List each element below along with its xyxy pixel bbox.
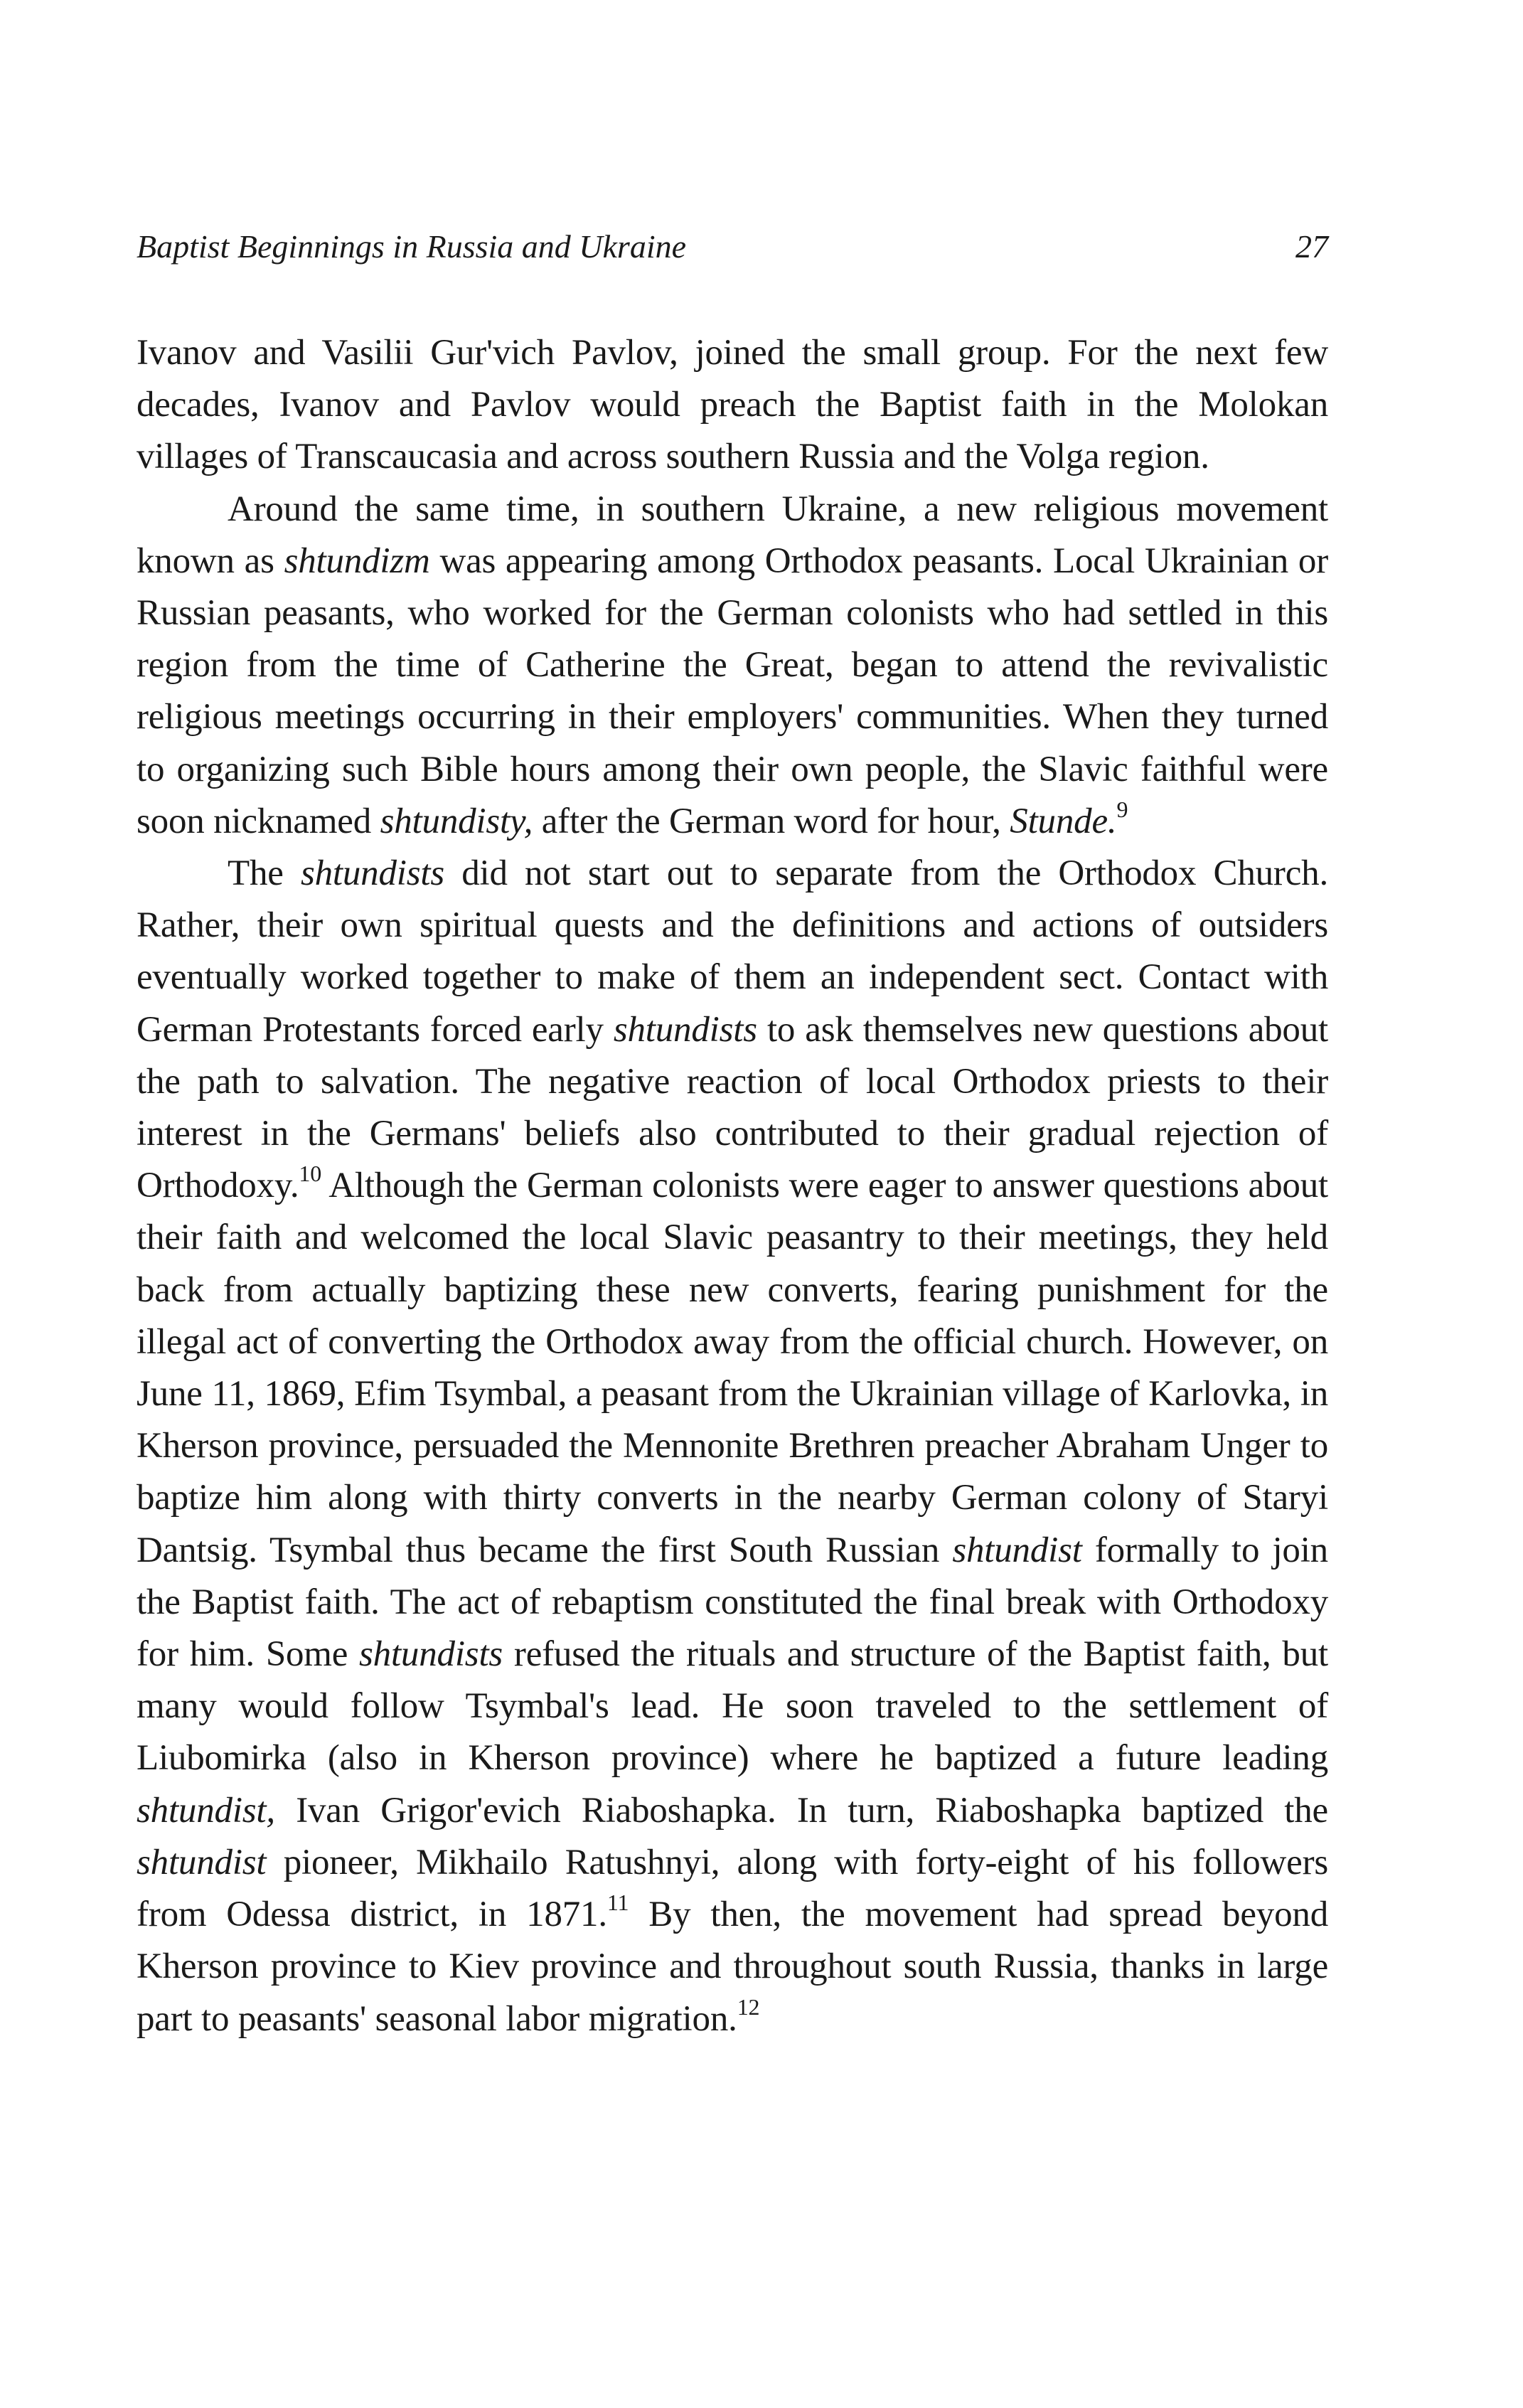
italic-term: shtundisty, bbox=[380, 801, 533, 841]
text-run: pioneer, Mikhailo Ratushnyi, along with forty-eight of his followers from Odessa district, in 1871. bbox=[137, 1842, 1328, 1935]
footnote-reference[interactable]: 12 bbox=[737, 1993, 760, 2020]
text-run: formally to join the Baptist faith. The act of rebaptism constituted the final break with Orthodoxy for him. Some bbox=[137, 1530, 1328, 1675]
text-run: By then, the movement had spread beyond Kherson province to Kiev province and throughout south Russia, thanks in large part to peasants' seasonal labor migration. bbox=[137, 1895, 1328, 2039]
text-run: Ivan Grigor'evich Riaboshapka. In turn, Riaboshapka baptized the bbox=[274, 1790, 1328, 1831]
italic-term: shtundists bbox=[300, 853, 444, 894]
text-run: did not start out to separate from the Orthodox Church. Rather, their own spiritual quests and the definitions and actions of outsiders eventually worked together to make of them an independent sect. Contact with German Protestants forced early bbox=[137, 853, 1329, 1050]
text-run: Ivanov and Vasilii Gur'vich Pavlov, joined the small group. For the next few decades, Ivanov and Pavlov would preach the Baptist faith in the Molokan villages of Transcaucasia and across southern Russia and the Volga region. bbox=[137, 333, 1328, 477]
italic-term: shtundists bbox=[359, 1634, 503, 1675]
paragraph bbox=[137, 327, 1328, 484]
footnote-reference[interactable]: 11 bbox=[606, 1890, 629, 1916]
italic-term: shtundists bbox=[613, 1009, 757, 1050]
text-run: The bbox=[228, 853, 301, 894]
text-run: refused the rituals and structure of the Baptist faith, but many would follow Tsymbal's lead. He soon traveled to the settlement of Liubomirka (also in Kherson province) where he baptized a future leading bbox=[137, 1634, 1328, 1779]
body-text bbox=[137, 327, 1328, 2045]
footnote-reference[interactable]: 9 bbox=[1116, 796, 1128, 822]
text-run: to ask themselves new questions about the path to salvation. The negative reaction of local Orthodox priests to their interest in the Germans' beliefs also contributed to their gradual rejection of Orthodoxy. bbox=[137, 1009, 1329, 1206]
italic-term: Stunde. bbox=[1010, 801, 1117, 841]
paragraph bbox=[137, 484, 1328, 848]
page-number: 27 bbox=[1295, 228, 1328, 265]
text-run: after the German word for hour, bbox=[533, 801, 1010, 841]
italic-term: shtundist bbox=[952, 1530, 1082, 1570]
running-head bbox=[137, 222, 1328, 272]
running-title: Baptist Beginnings in Russia and Ukraine bbox=[137, 228, 687, 265]
text-run: Around the same time, in southern Ukraine, a new religious movement known as bbox=[137, 489, 1328, 581]
italic-term: shtundist bbox=[137, 1842, 267, 1882]
text-run: was appearing among Orthodox peasants. Local Ukrainian or Russian peasants, who worked for the German colonists who had settled in this region from the time of Catherine the Great, began to attend the revivalistic religious meetings occurring in their employers' communities. When they turned to organizing such Bible hours among their own people, the Slavic faithful were soon nicknamed bbox=[137, 540, 1328, 841]
text-run: Although the German colonists were eager to answer questions about their faith and welcomed the local Slavic peasantry to their meetings, they held back from actually baptizing these new converts, fearing punishment for the illegal act of converting the Orthodox away from the official church. However, on June 11, 1869, Efim Tsymbal, a peasant from the Ukrainian village of Karlovka, in Kherson province, persuaded the Mennonite Brethren preacher Abraham Unger to baptize him along with thirty converts in the nearby German colony of Staryi Dantsig. Tsymbal thus became the first South Russian bbox=[137, 1166, 1328, 1570]
italic-term: shtundizm bbox=[284, 540, 430, 581]
paragraph bbox=[137, 848, 1328, 2045]
footnote-reference[interactable]: 10 bbox=[299, 1161, 322, 1187]
italic-term: shtundist, bbox=[137, 1790, 275, 1831]
